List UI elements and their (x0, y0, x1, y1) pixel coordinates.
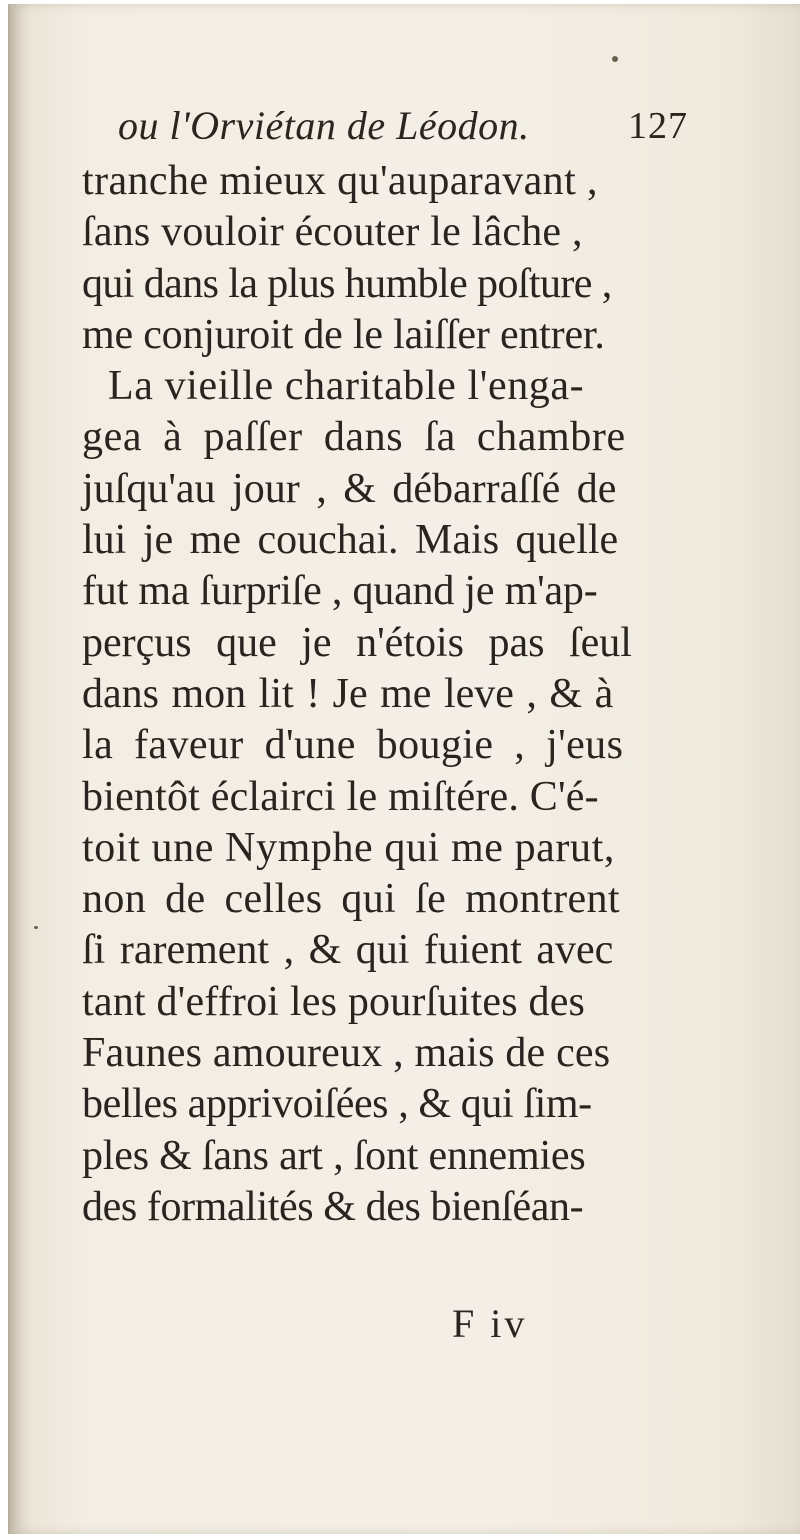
text-line: bientôt éclairci le miſtére. C'é- (82, 773, 599, 820)
text-line: qui dans la plus humble poſture , (82, 260, 612, 307)
text-line: ſans vouloir écouter le lâche , (82, 209, 583, 256)
text-line: la faveur d'une bougie , j'eus (82, 722, 624, 769)
page-body-text (82, 156, 674, 1233)
text-line: ſi rarement , & qui fuient avec (82, 927, 614, 974)
text-line: tranche mieux qu'auparavant , (82, 158, 598, 204)
running-title: ou l'Orviétan de Léodon. (118, 103, 530, 148)
text-line: lui je me couchai. Mais quelle (82, 517, 619, 564)
text-line: ples & ſans art , ſont ennemies (82, 1132, 586, 1179)
text-line: toit une Nymphe qui me parut, (82, 824, 615, 871)
text-line: Faunes amoureux , mais de ces (82, 1030, 611, 1077)
signature-mark: F iv (452, 1301, 528, 1346)
running-header (118, 102, 688, 156)
ink-speck (612, 56, 618, 62)
text-line: me conjuroit de le laiſſer entrer. (82, 311, 605, 358)
text-line: fut ma ſurpriſe , quand je m'ap- (82, 568, 598, 615)
page-number: 127 (628, 105, 688, 147)
text-line: belles apprivoiſées , & qui ſim- (82, 1081, 592, 1128)
text-line: des formalités & des bienſéan- (82, 1183, 584, 1230)
text-line: non de celles qui ſe montrent (82, 876, 620, 923)
text-line: tant d'effroi les pourſuites des (82, 978, 586, 1025)
ink-speck (34, 926, 38, 929)
text-line: dans mon lit ! Je me leve , & à (82, 670, 614, 717)
text-line: perçus que je n'étois pas ſeul (82, 619, 632, 666)
text-line: La vieille charitable l'enga- (108, 363, 585, 410)
text-line: gea à paſſer dans ſa chambre (82, 414, 626, 461)
text-line: juſqu'au jour , & débarraſſé de (82, 465, 617, 512)
